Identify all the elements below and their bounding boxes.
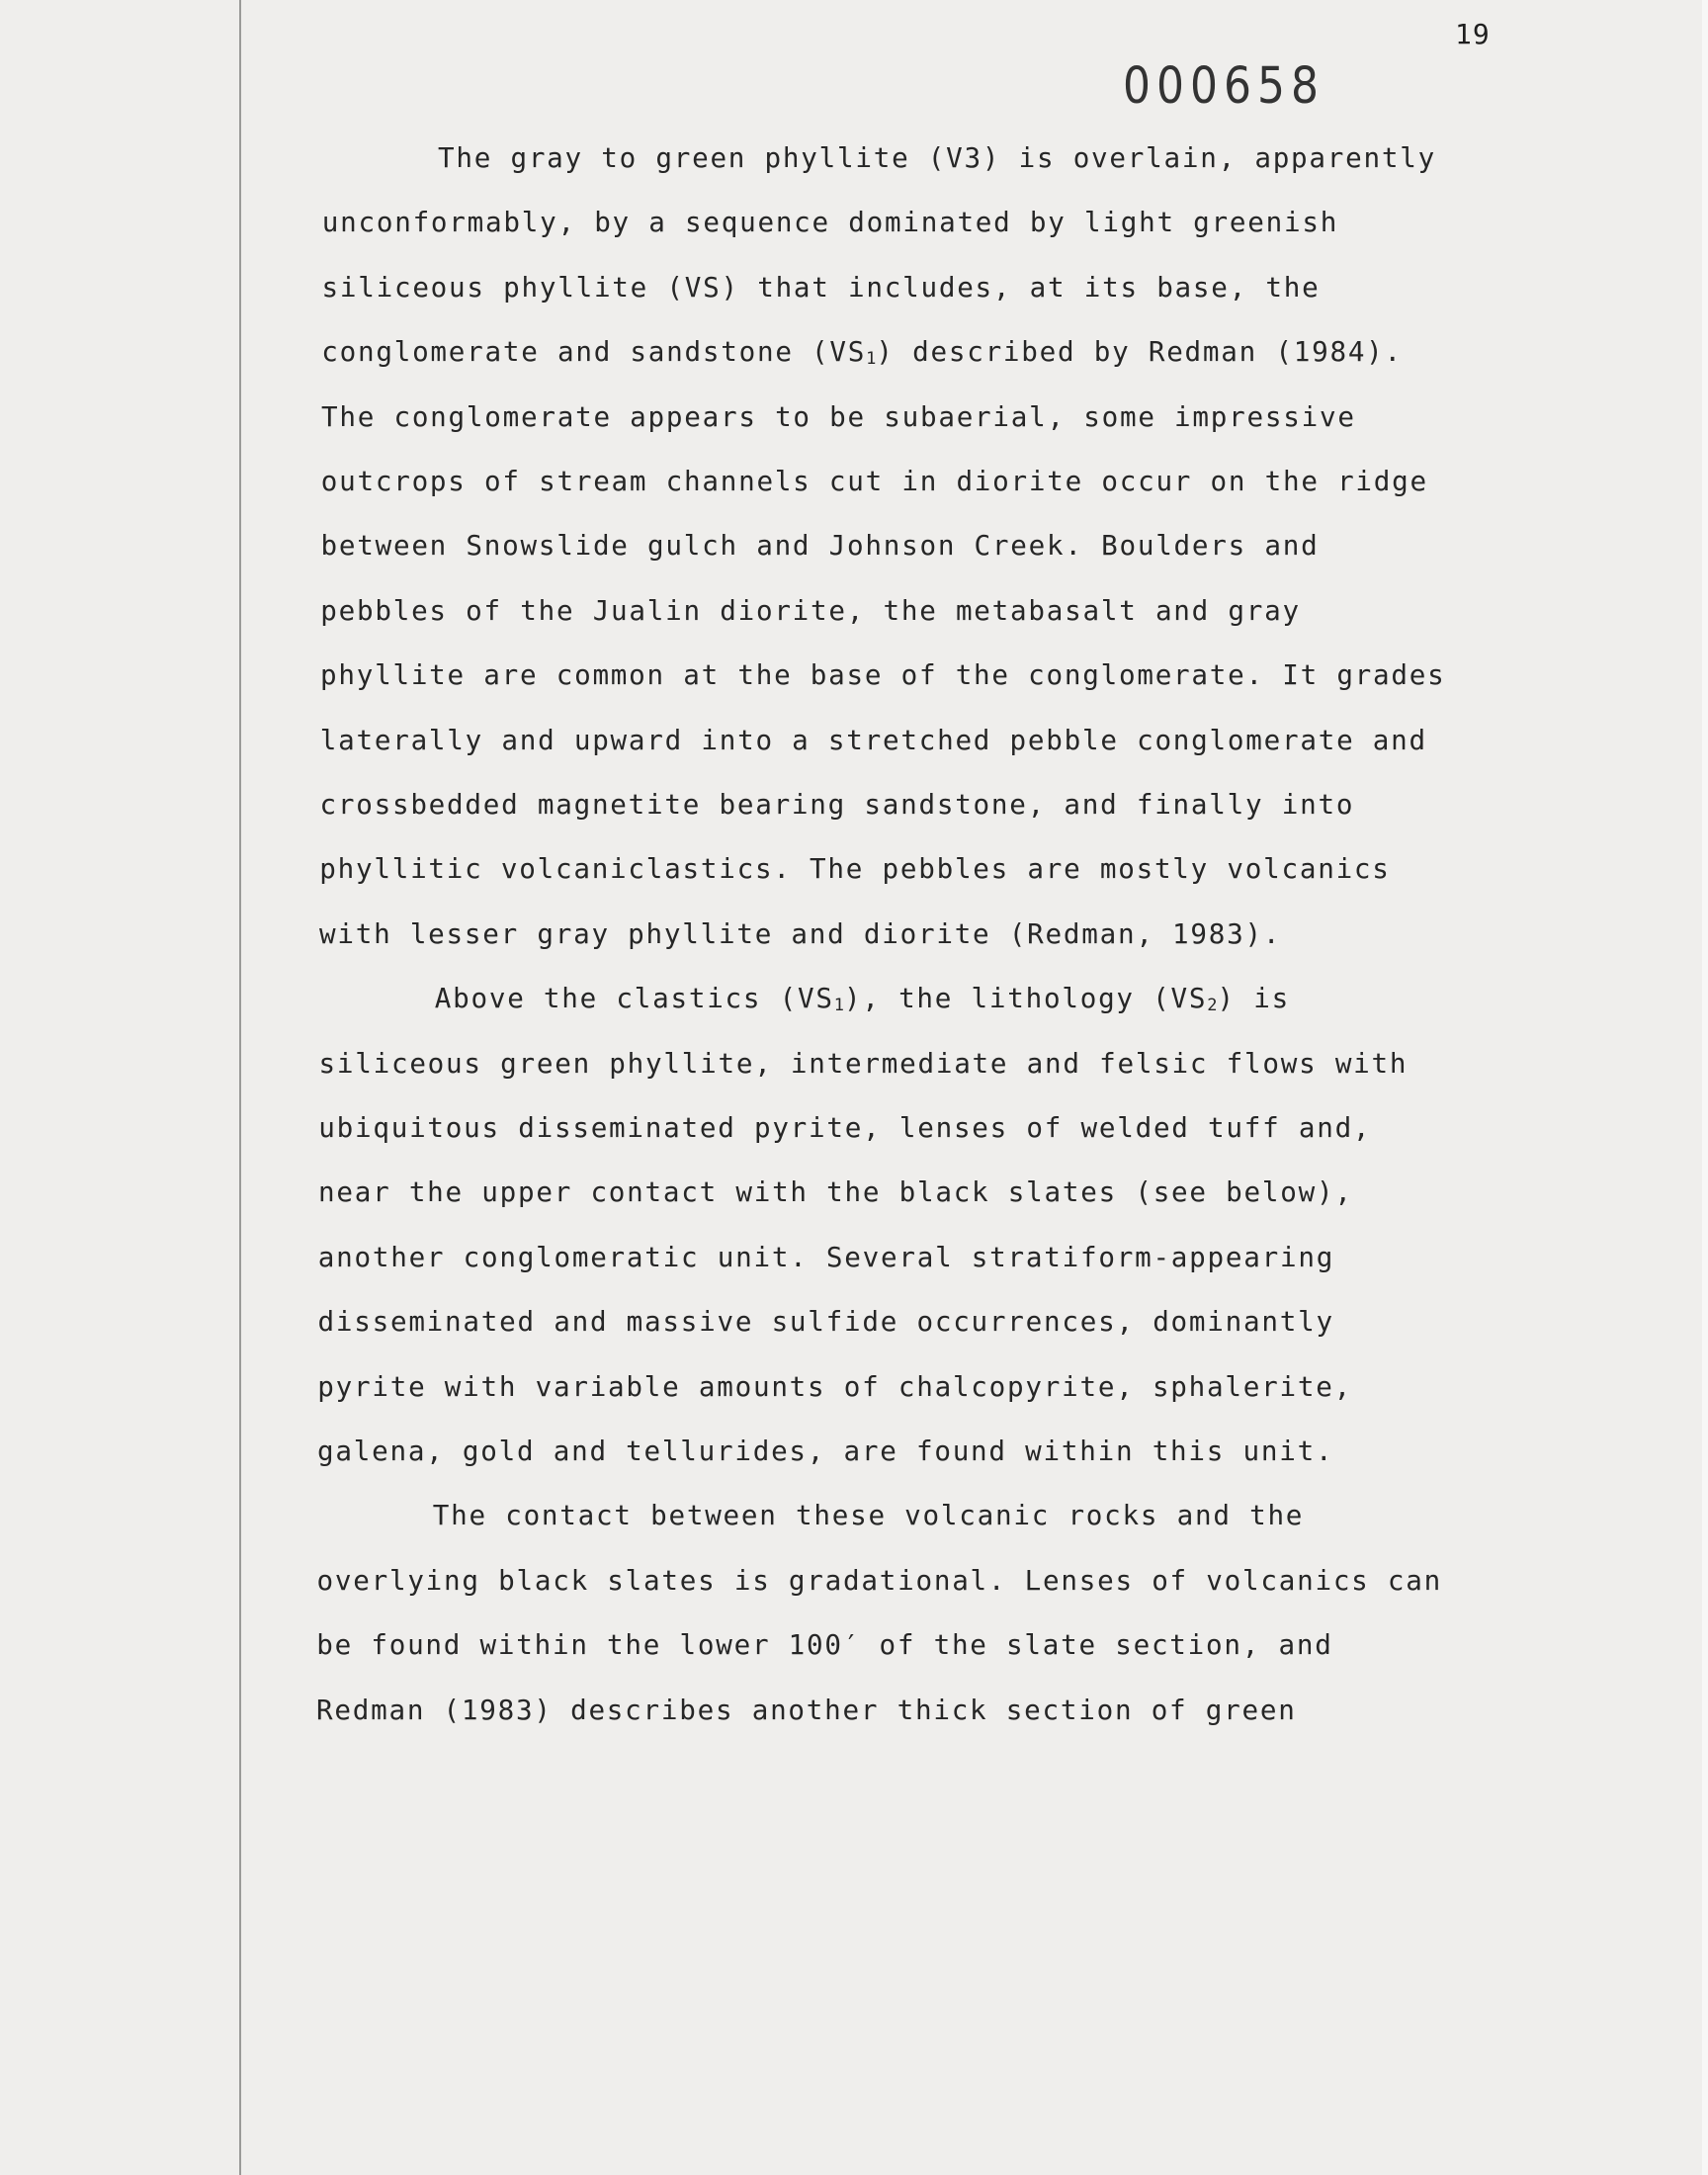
text-line: conglomerate and sandstone $(VS_1)$ described by Redman (1984).: [321, 335, 1403, 370]
text-line: laterally and upward into a stretched pebble conglomerate and: [319, 723, 1427, 756]
text-line: be found within the lower 100′ of the slate section, and: [316, 1628, 1333, 1662]
text-line: galena, gold and tellurides, are found within this unit.: [317, 1435, 1334, 1467]
text-line: The conglomerate appears to be subaerial, some impressive: [321, 399, 1356, 433]
text-line: phyllite are common at the base of the conglomerate. It grades: [320, 658, 1446, 692]
text-line: siliceous green phyllite, intermediate and felsic flows with: [318, 1046, 1409, 1080]
text-line: another conglomeratic unit. Several stratiform-appearing: [317, 1240, 1335, 1273]
text-line: with lesser gray phyllite and diorite (Redman, 1983).: [319, 916, 1282, 950]
text-line: pebbles of the Jualin diorite, the metabasalt and gray: [320, 593, 1301, 627]
text-line: siliceous phyllite (VS) that includes, at its base, the: [321, 270, 1321, 304]
document-stamp-number: 000658: [1123, 57, 1324, 116]
text-line: phyllitic volcaniclastics. The pebbles are mostly volcanics: [319, 852, 1391, 886]
text-line: The contact between these volcanic rocks and the: [432, 1499, 1305, 1532]
text-line: Redman (1983) describes another thick section of green: [316, 1693, 1297, 1726]
text-line: disseminated and massive sulfide occurrences, dominantly: [317, 1305, 1334, 1339]
text-line: overlying black slates is gradational. Lenses of volcanics can: [316, 1563, 1442, 1597]
text-line: crossbedded magnetite bearing sandstone, and finally into: [319, 788, 1355, 821]
page-number: 19: [1455, 18, 1491, 50]
text-line: outcrops of stream channels cut in diorite occur on the ridge: [320, 465, 1428, 497]
subscript: 2: [1207, 996, 1218, 1016]
text-line: near the upper contact with the black slates (see below),: [318, 1175, 1353, 1209]
subscript: 1: [833, 996, 844, 1016]
text-line: ubiquitous disseminated pyrite, lenses of welded tuff and,: [318, 1111, 1372, 1144]
text-line: between Snowslide gulch and Johnson Creek. Boulders and: [320, 529, 1320, 563]
text-line: The gray to green phyllite (V3) is overlain, apparently: [438, 141, 1436, 174]
text-line: pyrite with variable amounts of chalcopyrite, sphalerite,: [317, 1369, 1352, 1403]
subscript: 1: [866, 349, 877, 370]
text-line: unconformably, by a sequence dominated by light greenish: [321, 206, 1339, 239]
text-line: Above the clastics $(VS_1)$, the lithology $(VS_2)$ is: [434, 982, 1290, 1016]
